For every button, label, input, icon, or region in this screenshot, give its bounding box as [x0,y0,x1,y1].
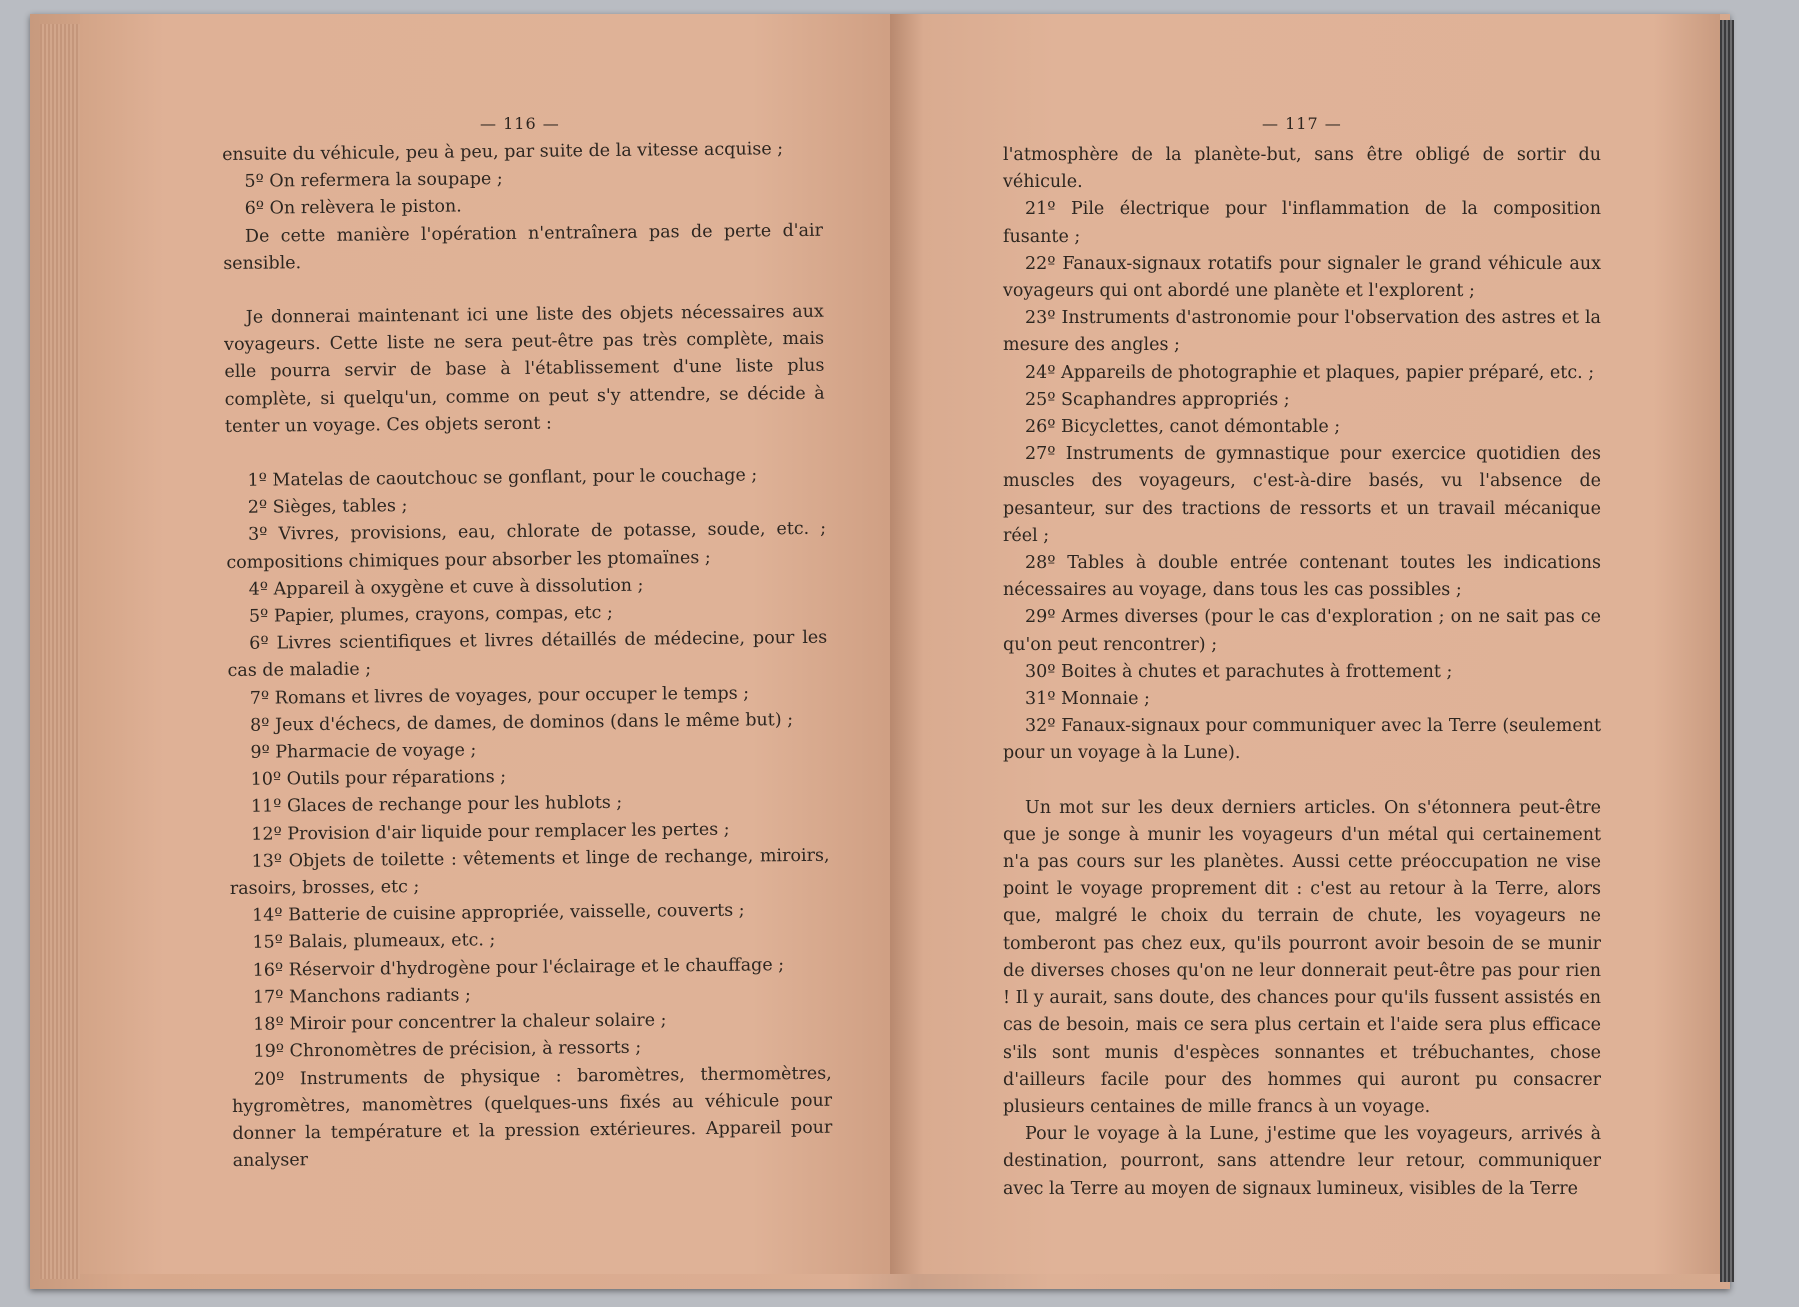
text-paragraph: 12º Provision d'air liquide pour remplacer les pertes ; [251,819,730,845]
page-edges-right [1720,20,1734,1282]
text-paragraph: 25º Scaphandres appropriés ; [1025,389,1290,410]
paragraph-gap [1003,768,1601,795]
text-paragraph: 30º Boites à chutes et parachutes à frottement ; [1025,661,1453,682]
text-paragraph: 11º Glaces de rechange pour les hublots ; [250,793,623,818]
text-paragraph: 6º On relèvera le piston. [244,196,462,220]
text-paragraph: 26º Bicyclettes, canot démontable ; [1025,417,1341,438]
text-paragraph: 27º Instruments de gymnastique pour exercice quotidien des muscles des voyageurs, c'est-à-dire basés, vu l'absence de pesanteur, sur des tractions de ressorts et un travail mécanique réel ; [1003,444,1601,546]
text-paragraph: l'atmosphère de la planète-but, sans être obligé de sortir du véhicule. [1003,145,1601,193]
text-paragraph: 19º Chronomètres de précision, à ressorts ; [253,1037,642,1063]
page-edges-left [40,24,80,1279]
left-page [80,14,921,1274]
text-paragraph: 23º Instruments d'astronomie pour l'observation des astres et la mesure des angles ; [1003,308,1601,356]
text-paragraph: 22º Fanaux-signaux rotatifs pour signaler le grand véhicule aux voyageurs qui ont abordé une planète et l'explorent ; [1003,253,1601,302]
text-paragraph: 28º Tables à double entrée contenant toutes les indications nécessaires au voyage, dans tous les cas possibles ; [1003,553,1601,601]
text-paragraph: 4º Appareil à oxygène et cuve à dissolution ; [248,575,644,600]
text-paragraph: 10º Outils pour réparations ; [250,767,507,790]
text-paragraph: 13º Objets de toilette : vêtements et linge de rechange, miroirs, rasoirs, brosses, etc ; [229,845,830,900]
text-paragraph: 14º Batterie de cuisine appropriée, vaisselle, couverts ; [252,900,745,927]
text-paragraph: Pour le voyage à la Lune, j'estime que les voyageurs, arrivés à destination, pourront, sans attendre leur retour, communiquer avec la Terre au moyen de signaux lumineux, visibles de la Terre [1003,1124,1601,1199]
text-paragraph: 16º Réservoir d'hydrogène pour l'éclairage et le chauffage ; [252,954,785,981]
right-page-text [1003,142,1601,1203]
open-book [30,14,1730,1289]
text-paragraph: 3º Vivres, provisions, eau, chlorate de potasse, soude, etc. ; compositions chimiques pour absorber les ptomaïnes ; [226,519,827,573]
text-paragraph: 17º Manchons radiants ; [252,985,471,1008]
text-paragraph: Un mot sur les deux derniers articles. On s'étonnera peut-être que je songe à munir les voyageurs d'un métal qui certainement n'a pas cours sur les planètes. Aussi cette préoccupation ne vise point le voyage proprement dit : c'est au retour à la Terre, alors que, malgré le choix du terrain de chute, les voyageurs ne tomberont pas chez eux, qu'ils pourront avoir besoin de se munir de diverses choses qu'on ne leur donnerait peut-être pas pour rien ! Il y aurait, sans doute, des chances pour qu'ils fussent assistés en cas de besoin, mais ce sera plus certain et l'aide sera plus efficace s'ils sont munis d'espèces sonnantes et trébuchantes, chose d'ailleurs facile pour des hommes qui auront pu consacrer plusieurs centaines de mille francs à un voyage. [1003,797,1601,1117]
left-page-text [222,136,833,1176]
text-paragraph: 18º Miroir pour concentrer la chaleur solaire ; [253,1010,667,1035]
text-paragraph: Je donnerai maintenant ici une liste des objets nécessaires aux voyageurs. Cette liste ne sera peut-être pas très complète, mais elle pourra servir de base à l'établissement d'une liste plus complète, si quelqu'un, comme on peut s'y attendre, se décide à tenter un voyage. Ces objets seront : [224,301,825,437]
text-paragraph: 9º Pharmacie de voyage ; [250,740,477,763]
text-paragraph: 1º Matelas de caoutchouc se gonflant, pour le couchage ; [247,465,758,491]
page-number-right: — 117 — [1262,114,1342,133]
right-page [890,14,1720,1274]
text-paragraph: 31º Monnaie ; [1025,689,1150,710]
text-paragraph: 2º Sièges, tables ; [247,496,408,518]
text-paragraph: 7º Romans et livres de voyages, pour occuper le temps ; [249,683,750,709]
text-paragraph: 15º Balais, plumeaux, etc. ; [252,930,496,954]
page-number-left: — 116 — [480,114,560,133]
text-paragraph: 5º On refermera la soupape ; [244,169,503,192]
text-paragraph: ensuite du véhicule, peu à peu, par suite de la vitesse acquise ; [222,139,784,165]
text-paragraph: 20º Instruments de physique : baromètres, thermomètres, hygromètres, manomètres (quelques-uns fixés au véhicule pour donner la température et la pression extérieures. Appareil pour analyser [231,1063,833,1172]
text-paragraph: 8º Jeux d'échecs, de dames, de dominos (dans le même but) ; [250,709,794,736]
text-paragraph: 5º Papier, plumes, crayons, compas, etc ; [248,602,613,627]
text-paragraph: 24º Appareils de photographie et plaques, papier préparé, etc. ; [1025,362,1595,383]
text-paragraph: 29º Armes diverses (pour le cas d'exploration ; on ne sait pas ce qu'on peut rencontrer) ; [1003,607,1601,655]
text-paragraph: 32º Fanaux-signaux pour communiquer avec la Terre (seulement pour un voyage à la Lune). [1003,716,1601,764]
text-paragraph: 6º Livres scientifiques et livres détaillés de médecine, pour les cas de maladie ; [227,627,828,682]
text-paragraph: 21º Pile électrique pour l'inflammation de la composition fusante ; [1003,199,1601,247]
text-paragraph: De cette manière l'opération n'entraînera pas de perte d'air sensible. [223,220,824,274]
